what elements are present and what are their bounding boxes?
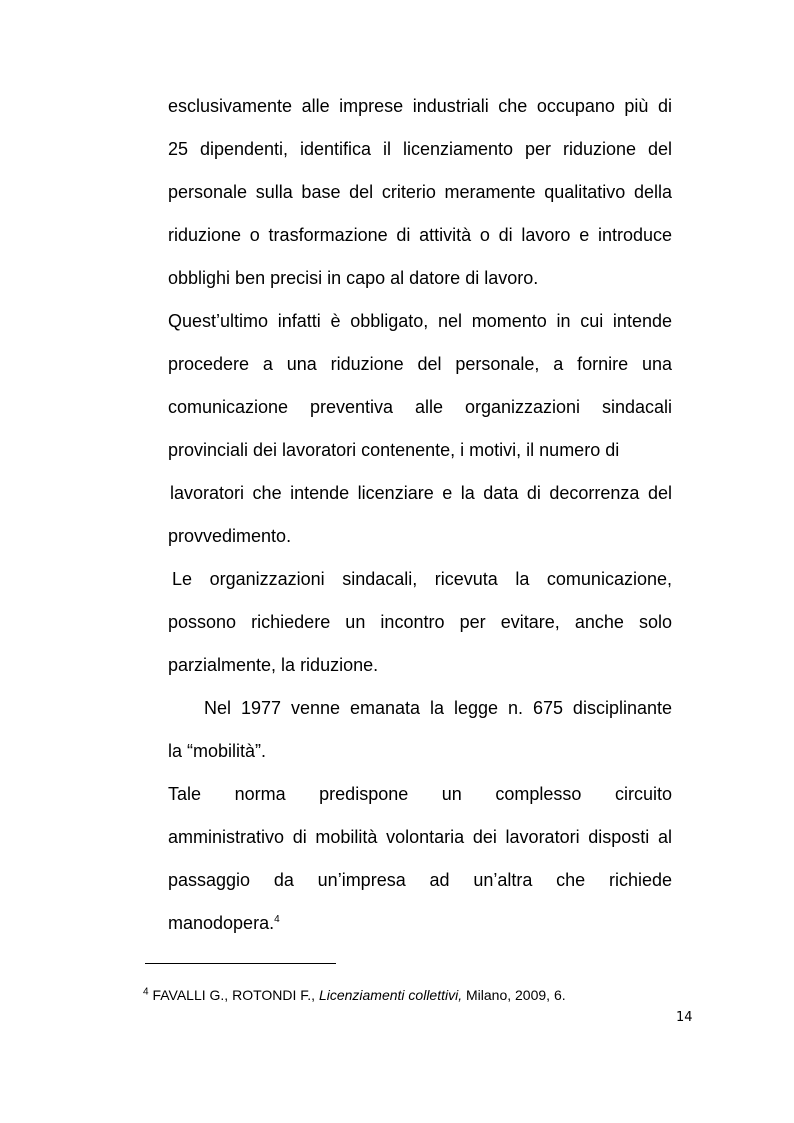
body-line: Tale norma predispone un complesso circuito [168,784,672,804]
footnote-reference[interactable]: 4 [274,914,280,925]
footnote-details: Milano, 2009, 6. [466,987,566,1003]
footnote-authors: FAVALLI G., ROTONDI F., [152,987,316,1003]
body-line: Le organizzazioni sindacali, ricevuta la comunicazione, [172,569,672,589]
body-line: esclusivamente alle imprese industriali che occupano più di [168,96,672,116]
body-line: amministrativo di mobilità volontaria dei lavoratori disposti al [168,827,672,847]
footnote [143,986,566,1004]
body-line: 25 dipendenti, identifica il licenziamento per riduzione del [168,139,672,159]
body-line-last [168,912,672,934]
body-line: lavoratori che intende licenziare e la data di decorrenza del [170,483,672,503]
footnote-title: Licenziamenti collettivi, [318,987,463,1003]
body-line: personale sulla base del criterio meramente qualitativo della [168,182,672,202]
body-line-text: manodopera. [168,913,275,933]
body-line: procedere a una riduzione del personale, a fornire una [168,354,672,374]
footnote-marker: 4 [143,986,149,998]
body-line: passaggio da un’impresa ad un’altra che richiede [168,870,672,890]
body-line: obblighi ben precisi in capo al datore di lavoro. [168,268,539,288]
body-line: provinciali dei lavoratori contenente, i motivi, il numero di [168,440,620,460]
body-line: Quest’ultimo infatti è obbligato, nel momento in cui intende [168,311,672,331]
body-line: riduzione o trasformazione di attività o di lavoro e introduce [168,225,672,245]
body-line: parzialmente, la riduzione. [168,655,379,675]
body-line: Nel 1977 venne emanata la legge n. 675 disciplinante [204,698,672,718]
body-line: provvedimento. [168,526,292,546]
page-number: 14 [676,1010,693,1025]
body-line: possono richiedere un incontro per evitare, anche solo [168,612,672,632]
body-line: comunicazione preventiva alle organizzazioni sindacali [168,397,672,417]
body-line: la “mobilità”. [168,741,267,761]
footnote-separator [145,963,336,964]
